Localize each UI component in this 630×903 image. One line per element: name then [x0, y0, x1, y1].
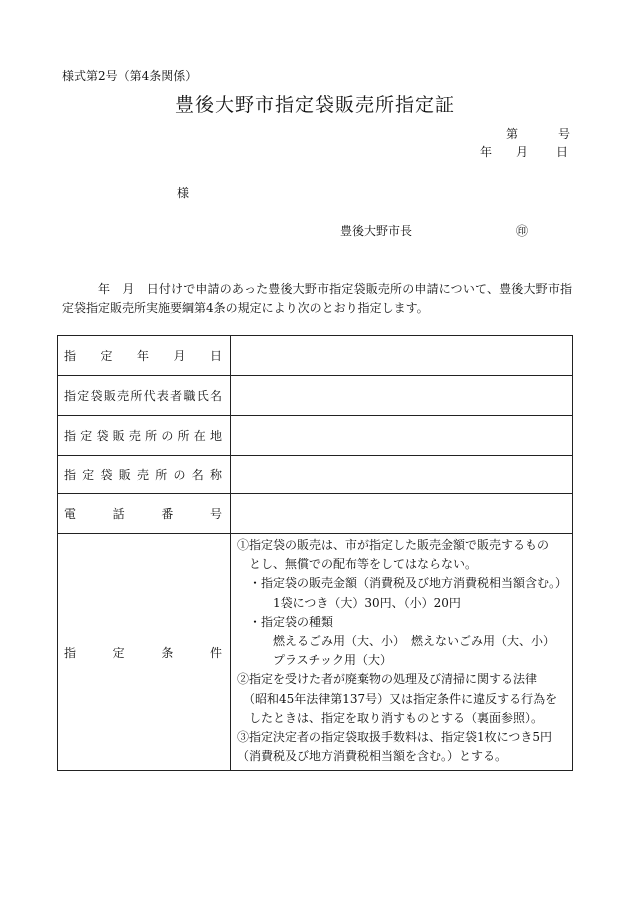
certificate-number-label: 第: [506, 127, 519, 141]
condition-line: プラスチック用（大）: [237, 653, 393, 668]
store-address-field[interactable]: [231, 416, 573, 456]
condition-line: とし、無償での配布等をしてはならない。: [237, 557, 478, 572]
row-label: 指定袋販売所の所在地: [64, 429, 222, 443]
condition-line: 燃えるごみ用（大、小） 燃えないごみ用（大、小）: [237, 634, 556, 649]
table-row: [58, 456, 573, 494]
condition-line: 1袋につき（大）30円、（小）20円: [237, 595, 461, 610]
document-title: 豊後大野市指定袋販売所指定証: [174, 94, 455, 116]
condition-line: （昭和45年法律第137号）又は指定条件に違反する行為を: [237, 691, 558, 706]
issue-date-month-label: 月: [516, 145, 529, 159]
phone-number-field[interactable]: [231, 494, 573, 534]
row-label-cell: [58, 456, 231, 494]
addressee-honorific: 様: [177, 186, 190, 200]
row-label: 指定袋販売所の名称: [64, 468, 222, 482]
condition-line: したときは、指定を取り消すものとする（裏面参照）。: [237, 710, 544, 725]
row-label: 電話番号: [64, 507, 222, 521]
conditions-label: 指定条件: [64, 645, 222, 660]
conditions-cell: [231, 534, 573, 771]
issuer-name: 豊後大野市長: [340, 224, 413, 238]
issue-date-year-label: 年: [480, 145, 493, 159]
row-label-cell: [58, 416, 231, 456]
form-number: 様式第2号（第4条関係）: [62, 69, 198, 83]
condition-line: ・指定袋の販売金額（消費税及び地方消費税相当額含む。）: [237, 576, 568, 591]
row-label: 指定袋販売所代表者職氏名: [64, 389, 222, 403]
conditions-row: [58, 534, 573, 771]
row-label-cell: [58, 494, 231, 534]
table-row: [58, 416, 573, 456]
condition-line: ①指定袋の販売は、市が指定した販売金額で販売するもの: [237, 538, 550, 552]
row-label-cell: [58, 376, 231, 416]
row-label: 指定年月日: [64, 349, 222, 363]
table-row: [58, 376, 573, 416]
representative-name-field[interactable]: [231, 376, 573, 416]
store-name-field[interactable]: [231, 456, 573, 494]
condition-line: ②指定を受けた者が廃棄物の処理及び清掃に関する法律: [237, 672, 538, 687]
condition-line: （消費税及び地方消費税相当額を含む。）とする。: [237, 749, 508, 764]
table-row: [58, 494, 573, 534]
certificate-number-suffix: 号: [558, 127, 571, 141]
conditions-label-cell: [58, 534, 231, 771]
designation-table: [57, 335, 573, 771]
table-row: [58, 336, 573, 376]
condition-line: ③指定決定者の指定袋取扱手数料は、指定袋1枚につき5円: [237, 730, 553, 745]
row-label-cell: [58, 336, 231, 376]
seal-mark: ㊞: [516, 224, 529, 238]
issue-date-day-label: 日: [556, 145, 569, 159]
condition-line: ・指定袋の種類: [237, 614, 334, 629]
designation-date-field[interactable]: [231, 336, 573, 376]
body-paragraph: 年 月 日付けで申請のあった豊後大野市指定袋販売所の申請について、豊後大野市指定袋指定販売所実施要綱第4条の規定により次のとおり指定します。: [62, 282, 572, 315]
